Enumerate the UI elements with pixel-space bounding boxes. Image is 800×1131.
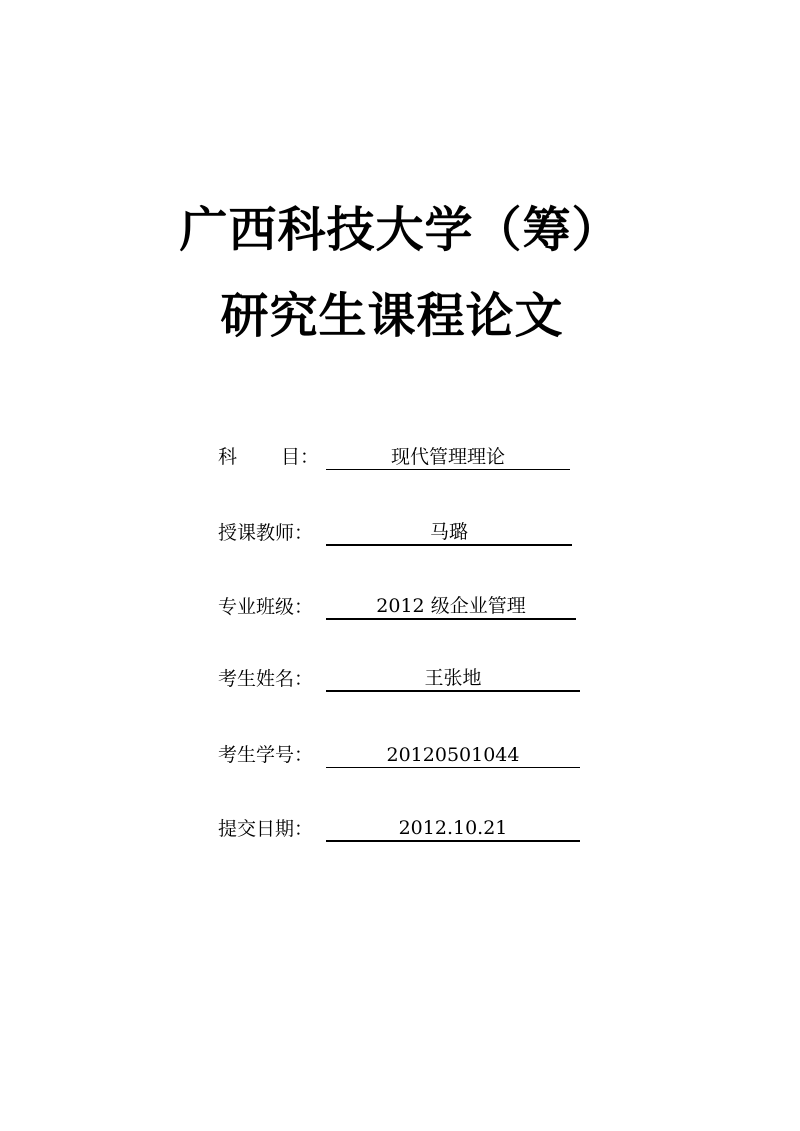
field-subject-label-part-2: 目： (281, 446, 320, 468)
field-subject-label (218, 445, 319, 469)
field-submit-date-label: 提交日期： (218, 818, 314, 840)
field-student-id-label: 考生学号： (218, 744, 314, 766)
field-class-value: 2012 级企业管理 (326, 594, 576, 620)
field-subject-value: 现代管理理论 (326, 445, 570, 470)
field-class-label: 专业班级： (218, 596, 314, 618)
field-subject (218, 440, 598, 472)
field-student-name-value: 王张地 (326, 666, 580, 692)
field-submit-date (218, 812, 598, 844)
field-class (218, 590, 598, 622)
field-subject-label-part-1: 科 (218, 446, 238, 468)
field-student-id (218, 738, 598, 770)
field-student-name-label: 考生姓名： (218, 668, 314, 690)
field-student-name (218, 662, 598, 694)
field-student-id-value: 20120501044 (326, 743, 580, 768)
field-instructor-value: 马璐 (326, 520, 572, 546)
field-instructor (218, 516, 598, 548)
field-instructor-label: 授课教师： (218, 522, 314, 544)
field-submit-date-value: 2012.10.21 (326, 816, 580, 842)
cover-title-line-1: 广西科技大学（筹） (179, 202, 621, 258)
cover-title-line-2: 研究生课程论文 (220, 288, 564, 344)
